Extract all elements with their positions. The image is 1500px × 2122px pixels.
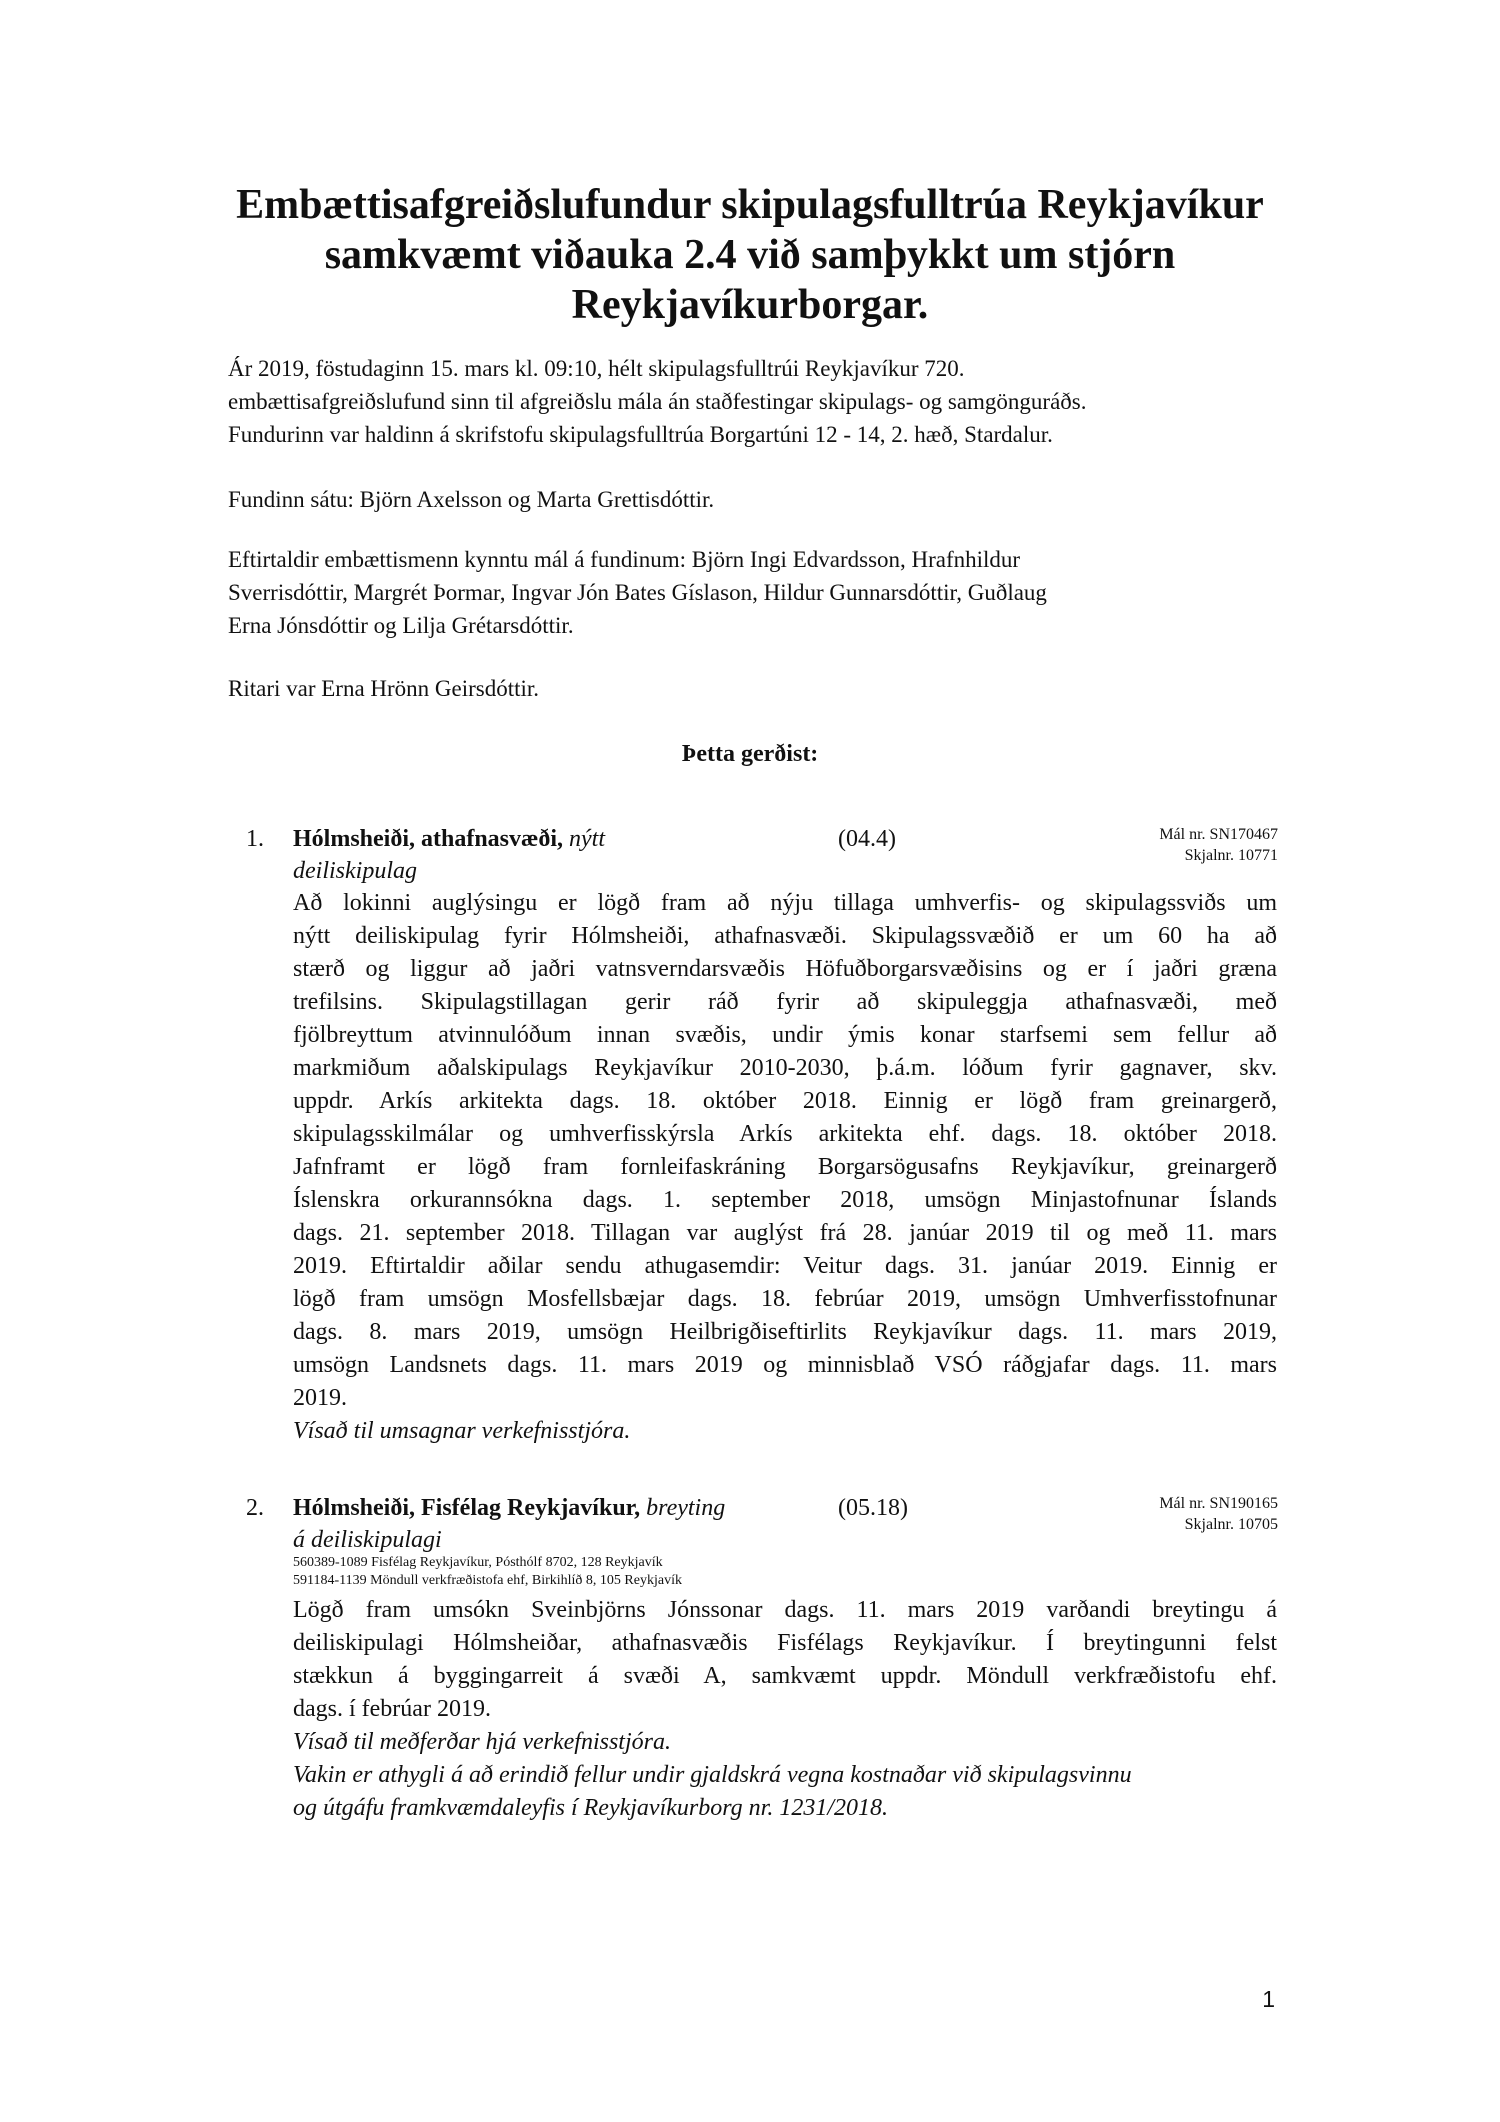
body-line: fjölbreyttum atvinnulóðum innan svæðis, undir ýmis konar starfsemi sem fellur að (293, 1022, 1277, 1048)
item-references (1159, 824, 1278, 866)
body-line: dags. 8. mars 2019, umsögn Heilbrigðiseftirlits Reykjavíkur dags. 11. mars 2019, (293, 1319, 1277, 1345)
title-line: Embættisafgreiðslufundur skipulagsfulltrúa Reykjavíkur (236, 182, 1264, 228)
text-line: Ár 2019, föstudaginn 15. mars kl. 09:10, hélt skipulagsfulltrúi Reykjavíkur 720. (228, 356, 965, 381)
body-line: Lögð fram umsókn Sveinbjörns Jónssonar dags. 11. mars 2019 varðandi breytingu á (293, 1597, 1277, 1623)
title-line: samkvæmt viðauka 2.4 við samþykkt um stjórn (324, 232, 1176, 278)
item-title-bold: Hólmsheiði, Fisfélag Reykjavíkur, (293, 1495, 641, 1521)
text-line: Eftirtaldir embættismenn kynntu mál á fundinum: Björn Ingi Edvardsson, Hrafnhildur (228, 547, 1021, 572)
party-line: 591184-1139 Möndull verkfræðistofa ehf, Birkihlíð 8, 105 Reykjavík (293, 1573, 682, 1588)
party-line: 560389-1089 Fisfélag Reykjavíkur, Pósthólf 8702, 128 Reykjavík (293, 1555, 663, 1570)
item-title-italic: nýtt (569, 826, 606, 852)
item-conclusion: Vísað til meðferðar hjá verkefnisstjóra. (293, 1729, 671, 1755)
body-line: 2019. (293, 1385, 347, 1411)
attendees-paragraph (228, 483, 1288, 516)
page-number: 1 (1262, 1986, 1275, 2012)
item-number: 2. (246, 1495, 264, 1521)
case-number: Mál nr. SN170467 (1159, 826, 1278, 843)
body-line: nýtt deiliskipulag fyrir Hólmsheiði, athafnasvæði. Skipulagssvæðið er um 60 ha að (293, 923, 1277, 949)
text-line: Fundinn sátu: Björn Axelsson og Marta Grettisdóttir. (228, 487, 715, 512)
document-number: Skjalnr. 10771 (1184, 847, 1278, 864)
item-conclusion: Vísað til umsagnar verkefnisstjóra. (293, 1418, 631, 1444)
body-line: markmiðum aðalskipulags Reykjavíkur 2010-2030, þ.á.m. lóðum fyrir gagnaver, skv. (293, 1055, 1277, 1081)
item-code: (05.18) (838, 1495, 908, 1521)
body-line: dags. í febrúar 2019. (293, 1696, 491, 1722)
item-title (293, 1492, 725, 1524)
item-title-italic-cont: á deiliskipulagi (293, 1527, 442, 1553)
body-line: lögð fram umsögn Mosfellsbæjar dags. 18. febrúar 2019, umsögn Umhverfisstofnunar (293, 1286, 1277, 1312)
body-line: umsögn Landsnets dags. 11. mars 2019 og minnisblað VSÓ ráðgjafar dags. 11. mars (293, 1352, 1277, 1378)
document-title (150, 180, 1350, 330)
text-line: Erna Jónsdóttir og Lilja Grétarsdóttir. (228, 613, 574, 638)
document-number: Skjalnr. 10705 (1184, 1516, 1278, 1533)
item-title-bold: Hólmsheiði, athafnasvæði, (293, 826, 564, 852)
section-heading: Þetta gerðist: (681, 741, 819, 767)
case-number: Mál nr. SN190165 (1159, 1495, 1278, 1512)
body-line: dags. 21. september 2018. Tillagan var auglýst frá 28. janúar 2019 til og með 11. mars (293, 1220, 1277, 1246)
body-line: Að lokinni auglýsingu er lögð fram að nýju tillaga umhverfis- og skipulagssviðs um (293, 890, 1277, 916)
body-line: Jafnframt er lögð fram fornleifaskráning Borgarsögusafns Reykjavíkur, greinargerð (293, 1154, 1277, 1180)
item-code: (04.4) (838, 826, 896, 852)
meeting-info-paragraph (228, 352, 1288, 451)
item-parties (293, 1554, 682, 1590)
item-number: 1. (246, 826, 264, 852)
item-conclusion: Vakin er athygli á að erindið fellur undir gjaldskrá vegna kostnaðar við skipulagsvinnu (293, 1762, 1132, 1788)
item-body (293, 1594, 1277, 1825)
item-references (1159, 1493, 1278, 1535)
text-line: Fundurinn var haldinn á skrifstofu skipulagsfulltrúa Borgartúni 12 - 14, 2. hæð, Stardalur. (228, 422, 1053, 447)
body-line: uppdr. Arkís arkitekta dags. 18. október 2018. Einnig er lögð fram greinargerð, (293, 1088, 1277, 1114)
item-conclusion: og útgáfu framkvæmdaleyfis í Reykjavíkurborg nr. 1231/2018. (293, 1795, 889, 1821)
body-line: 2019. Eftirtaldir aðilar sendu athugasemdir: Veitur dags. 31. janúar 2019. Einnig er (293, 1253, 1277, 1279)
item-body (293, 887, 1277, 1448)
title-line: Reykjavíkurborgar. (571, 282, 929, 328)
body-line: Íslenskra orkurannsókna dags. 1. september 2018, umsögn Minjastofnunar Íslands (293, 1187, 1277, 1213)
item-title-italic: breyting (646, 1495, 726, 1521)
text-line: Ritari var Erna Hrönn Geirsdóttir. (228, 676, 540, 701)
body-line: skipulagsskilmálar og umhverfisskýrsla Arkís arkitekta ehf. dags. 18. október 2018. (293, 1121, 1277, 1147)
item-title (293, 823, 605, 855)
item-title-italic-cont: deiliskipulag (293, 858, 417, 884)
text-line: Sverrisdóttir, Margrét Þormar, Ingvar Jón Bates Gíslason, Hildur Gunnarsdóttir, Guðlaug (228, 580, 1047, 605)
body-line: stækkun á byggingarreit á svæði A, samkvæmt uppdr. Möndull verkfræðistofu ehf. (293, 1663, 1277, 1689)
officials-paragraph (228, 543, 1288, 642)
body-line: deiliskipulagi Hólmsheiðar, athafnasvæðis Fisfélags Reykjavíkur. Í breytingunni felst (293, 1630, 1277, 1656)
text-line: embættisafgreiðslufund sinn til afgreiðslu mála án staðfestingar skipulags- og samgönguráðs. (228, 389, 1087, 414)
body-line: stærð og liggur að jaðri vatnsverndarsvæðis Höfuðborgarsvæðisins og er í jaðri græna (293, 956, 1277, 982)
secretary-paragraph (228, 672, 1288, 705)
body-line: trefilsins. Skipulagstillagan gerir ráð fyrir að skipuleggja athafnasvæði, með (293, 989, 1277, 1015)
